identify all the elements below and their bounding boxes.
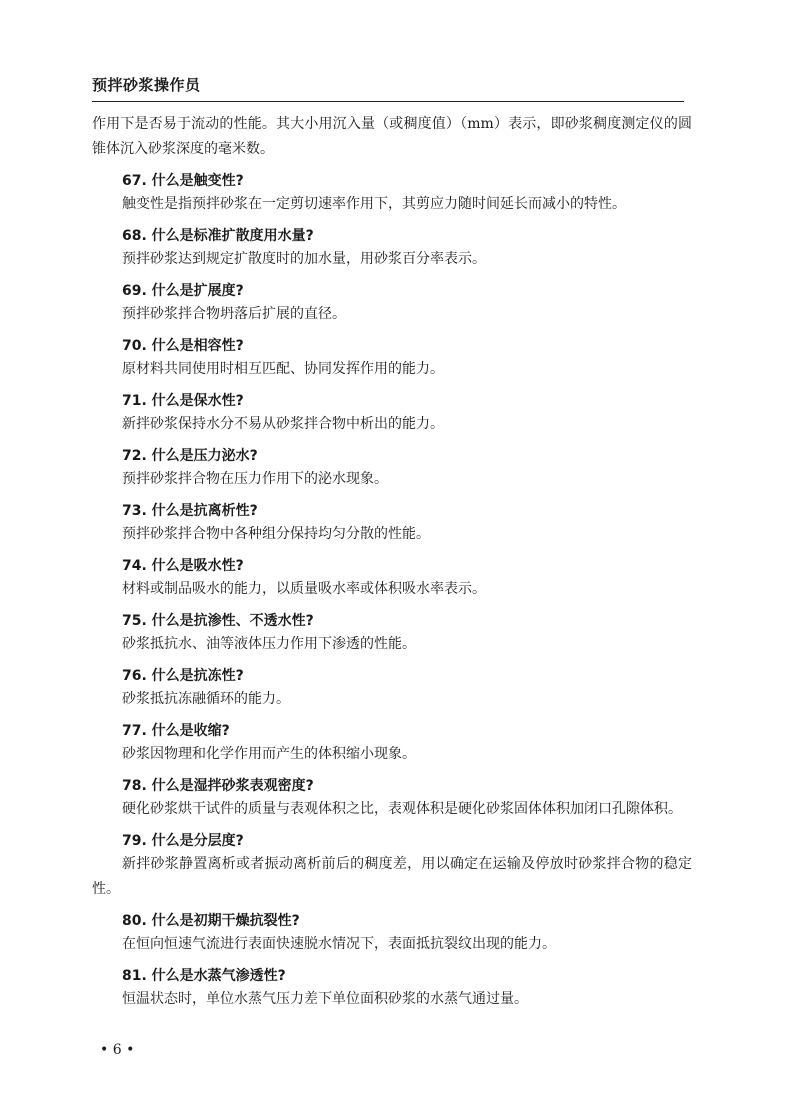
qa-item — [92, 965, 692, 1012]
qa-item — [92, 830, 692, 902]
qa-item — [92, 445, 692, 492]
qa-item — [92, 390, 692, 437]
question: 77. 什么是收缩? — [122, 723, 230, 739]
question: 78. 什么是湿拌砂浆表观密度? — [122, 778, 314, 794]
question: 80. 什么是初期干燥抗裂性? — [122, 913, 300, 929]
question: 76. 什么是抗冻性? — [122, 668, 244, 684]
question: 81. 什么是水蒸气渗透性? — [122, 968, 286, 984]
answer: 预拌砂浆拌合物坍落后扩展的直径。 — [122, 306, 346, 322]
answer: 砂浆因物理和化学作用而产生的体积缩小现象。 — [122, 746, 416, 762]
answer: 原材料共同使用时相互匹配、协同发挥作用的能力。 — [122, 361, 444, 377]
qa-item — [92, 500, 692, 547]
answer: 预拌砂浆拌合物中各种组分保持均匀分散的性能。 — [122, 526, 430, 542]
answer: 硬化砂浆烘干试件的质量与表观体积之比，表观体积是硬化砂浆固体体积加闭口孔隙体积。 — [122, 801, 682, 817]
answer: 材料或制品吸水的能力，以质量吸水率或体积吸水率表示。 — [122, 581, 486, 597]
question: 72. 什么是压力泌水? — [122, 448, 258, 464]
question: 73. 什么是抗离析性? — [122, 503, 258, 519]
answer: 在恒向恒速气流进行表面快速脱水情况下，表面抵抗裂纹出现的能力。 — [122, 936, 556, 952]
question: 69. 什么是扩展度? — [122, 283, 244, 299]
qa-item — [92, 335, 692, 382]
question: 79. 什么是分层度? — [122, 833, 244, 849]
answer: 预拌砂浆达到规定扩散度时的加水量，用砂浆百分率表示。 — [122, 251, 486, 267]
answer: 预拌砂浆拌合物在压力作用下的泌水现象。 — [122, 471, 388, 487]
qa-item — [92, 775, 692, 822]
answer: 触变性是指预拌砂浆在一定剪切速率作用下，其剪应力随时间延长而减小的特性。 — [122, 196, 626, 212]
question: 68. 什么是标准扩散度用水量? — [122, 228, 314, 244]
continuation-paragraph: 作用下是否易于流动的性能。其大小用沉入量（或稠度值）（mm）表示，即砂浆稠度测定仪的圆锥体沉入砂浆深度的毫米数。 — [92, 116, 692, 157]
qa-item — [92, 610, 692, 657]
question: 67. 什么是触变性? — [122, 173, 244, 189]
qa-item — [92, 720, 692, 767]
running-header — [92, 76, 684, 102]
answer: 砂浆抵抗水、油等液体压力作用下渗透的性能。 — [122, 636, 416, 652]
question: 74. 什么是吸水性? — [122, 558, 244, 574]
qa-item — [92, 280, 692, 327]
answer: 新拌砂浆静置离析或者振动离析前后的稠度差，用以确定在运输及停放时砂浆拌合物的稳定性。 — [92, 856, 692, 897]
qa-item — [92, 170, 692, 217]
question: 70. 什么是相容性? — [122, 338, 244, 354]
header-title: 预拌砂浆操作员 — [92, 76, 201, 94]
answer: 恒温状态时，单位水蒸气压力差下单位面积砂浆的水蒸气通过量。 — [122, 991, 528, 1007]
page-content — [92, 112, 692, 1012]
qa-item — [92, 665, 692, 712]
qa-item — [92, 910, 692, 957]
page-number: • 6 • — [100, 1042, 135, 1058]
answer: 砂浆抵抗冻融循环的能力。 — [122, 691, 290, 707]
question: 71. 什么是保水性? — [122, 393, 244, 409]
question: 75. 什么是抗渗性、不透水性? — [122, 613, 314, 629]
qa-item — [92, 225, 692, 272]
answer: 新拌砂浆保持水分不易从砂浆拌合物中析出的能力。 — [122, 416, 444, 432]
qa-item — [92, 555, 692, 602]
